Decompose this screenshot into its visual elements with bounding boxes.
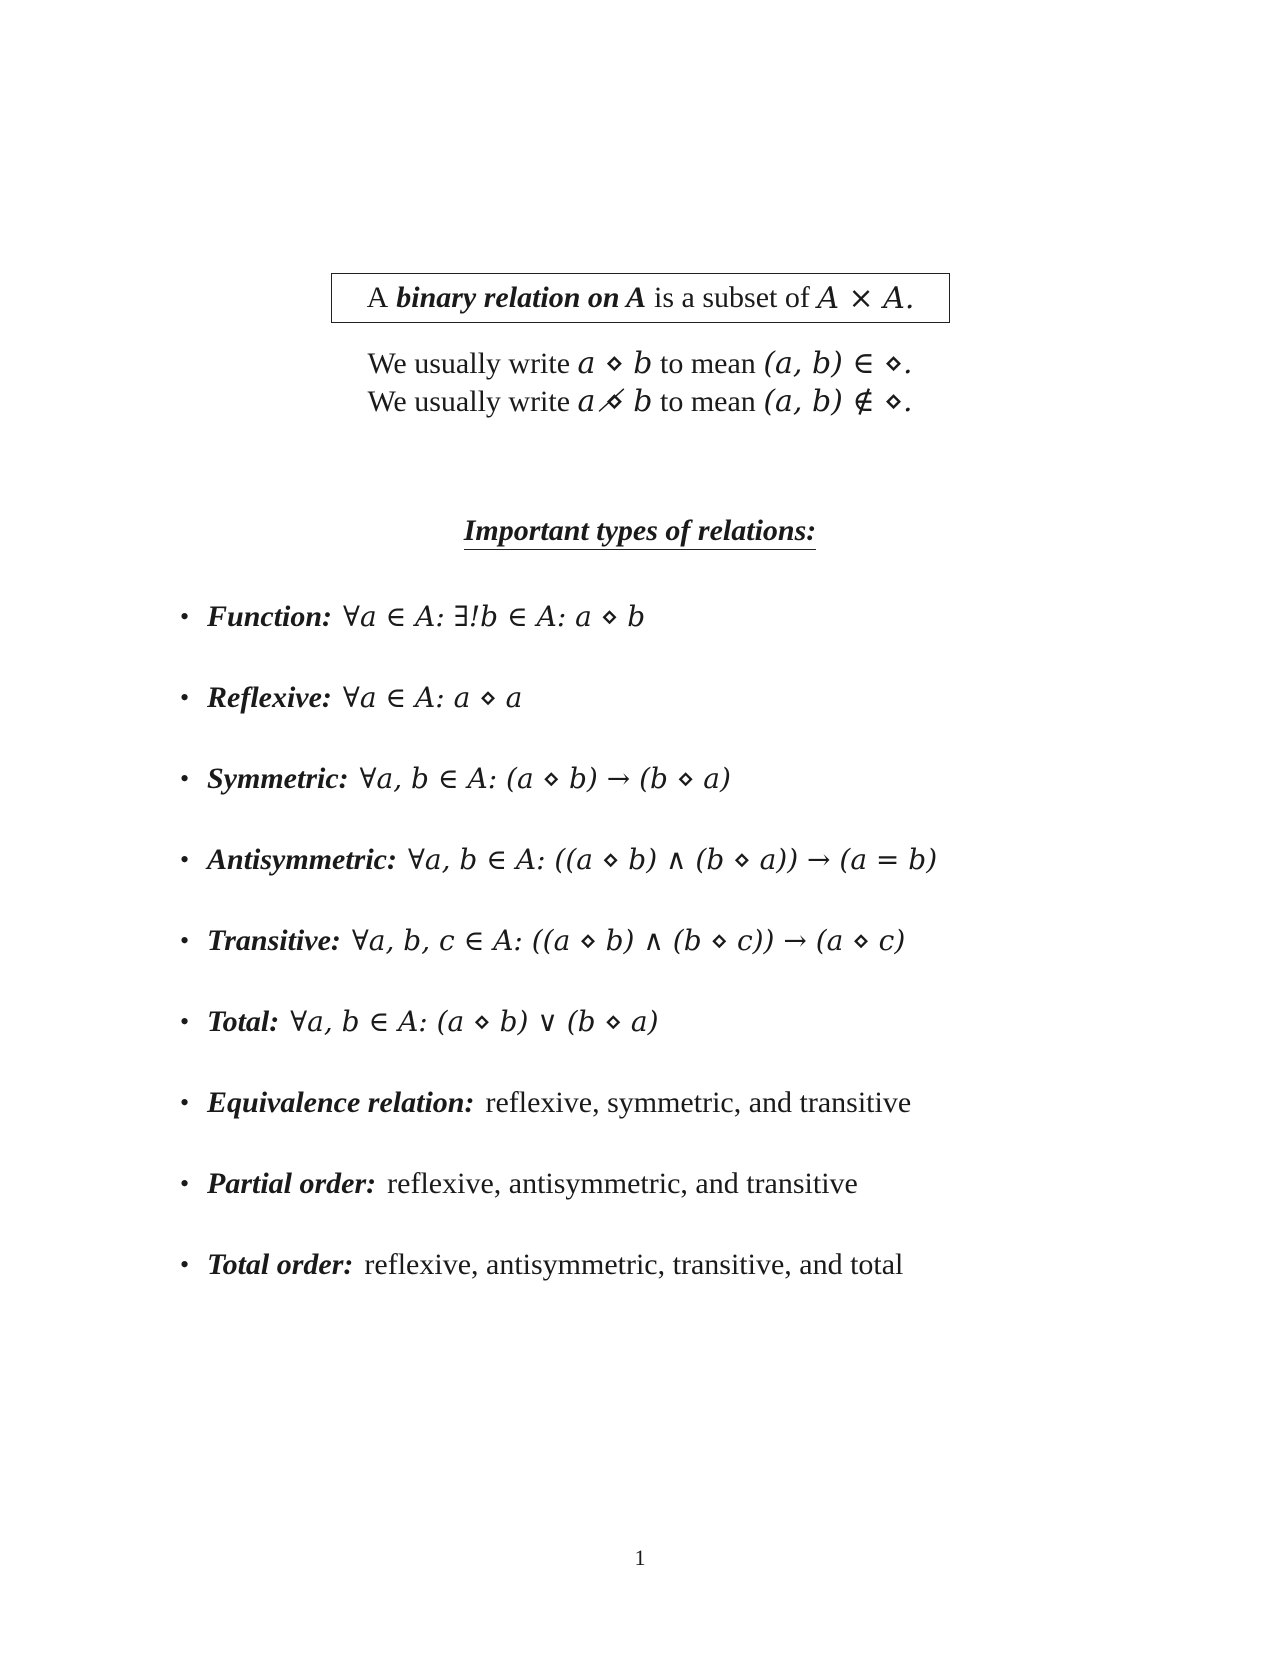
bullet-icon: •: [180, 683, 190, 712]
notation-1-middle: to mean: [660, 347, 756, 380]
item-name: Total:: [207, 1005, 280, 1038]
bullet-icon: •: [180, 1007, 190, 1036]
notation-line-2: [0, 384, 1280, 419]
relation-types-list: [180, 598, 937, 1327]
bullet-icon: •: [180, 1169, 190, 1198]
bullet-icon: •: [180, 926, 190, 955]
notation-2-formula: a ⋄̸ b: [577, 384, 653, 419]
item-name: Partial order:: [207, 1167, 377, 1200]
list-item: [180, 1165, 937, 1246]
list-item: [180, 1246, 937, 1327]
item-definition: ∀a, b ∈ A: (a ⋄ b) → (b ⋄ a): [359, 762, 731, 795]
notation-2-prefix: We usually write: [367, 385, 571, 418]
item-definition: reflexive, symmetric, and transitive: [485, 1086, 912, 1119]
definition-prefix: A: [366, 281, 389, 314]
bullet-icon: •: [180, 1088, 190, 1117]
notation-1-formula: a ⋄ b: [577, 346, 653, 381]
page-number: 1: [634, 1545, 646, 1570]
bullet-icon: •: [180, 1250, 190, 1279]
list-item: [180, 841, 937, 922]
section-heading-text: Important types of relations:: [464, 514, 817, 550]
list-item: [180, 922, 937, 1003]
notation-2-middle: to mean: [660, 385, 756, 418]
notation-1-prefix: We usually write: [367, 347, 571, 380]
item-definition: ∀a, b, c ∈ A: ((a ⋄ b) ∧ (b ⋄ c)) → (a ⋄ c): [351, 924, 906, 957]
bullet-icon: •: [180, 602, 190, 631]
list-item: [180, 1084, 937, 1165]
definition-suffix: is a subset of: [654, 281, 810, 314]
list-item: [180, 598, 937, 679]
notation-2-result: (a, b) ∉ ⋄.: [763, 384, 913, 419]
item-definition: reflexive, antisymmetric, transitive, and total: [364, 1248, 904, 1281]
item-name: Symmetric:: [207, 762, 349, 795]
notation-line-1: [0, 346, 1280, 381]
section-heading: [0, 514, 1280, 548]
item-name: Transitive:: [207, 924, 341, 957]
item-name: Equivalence relation:: [207, 1086, 475, 1119]
list-item: [180, 760, 937, 841]
item-name: Function:: [207, 600, 333, 633]
item-definition: ∀a ∈ A: ∃!b ∈ A: a ⋄ b: [343, 600, 646, 633]
list-item: [180, 1003, 937, 1084]
definition-term: binary relation on A: [396, 281, 647, 314]
definition-formula: A × A.: [817, 280, 915, 316]
definition-box: [331, 273, 950, 323]
item-definition: reflexive, antisymmetric, and transitive: [387, 1167, 858, 1200]
item-name: Antisymmetric:: [207, 843, 397, 876]
item-name: Reflexive:: [207, 681, 332, 714]
list-item: [180, 679, 937, 760]
bullet-icon: •: [180, 764, 190, 793]
bullet-icon: •: [180, 845, 190, 874]
item-definition: ∀a, b ∈ A: ((a ⋄ b) ∧ (b ⋄ a)) → (a = b): [408, 843, 938, 876]
notation-1-result: (a, b) ∈ ⋄.: [763, 346, 913, 381]
item-definition: ∀a, b ∈ A: (a ⋄ b) ∨ (b ⋄ a): [290, 1005, 659, 1038]
item-definition: ∀a ∈ A: a ⋄ a: [342, 681, 523, 714]
item-name: Total order:: [207, 1248, 354, 1281]
